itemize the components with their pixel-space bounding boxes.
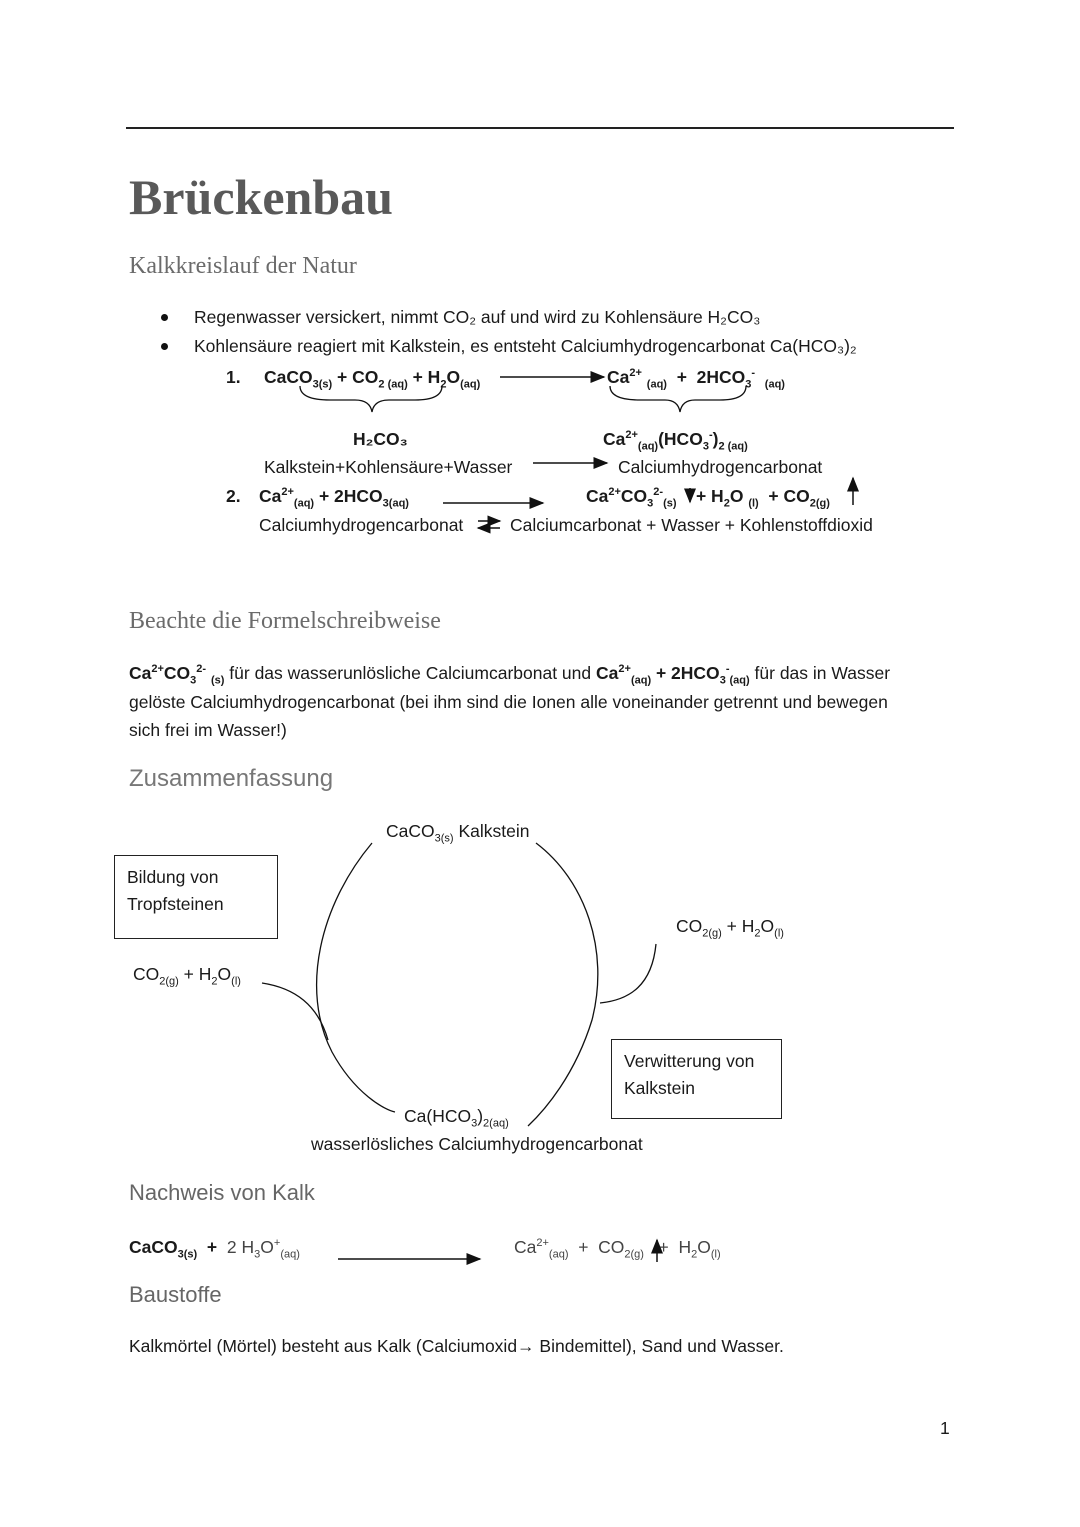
page-title: Brückenbau bbox=[129, 169, 393, 225]
box-line: Tropfsteinen bbox=[127, 894, 224, 914]
formula-note-line-3: sich frei im Wasser!) bbox=[129, 720, 287, 740]
word-equation-2-left: Calciumhydrogencarbonat bbox=[259, 515, 464, 535]
bullet-text: Regenwasser versickert, nimmt CO₂ auf und wird zu Kohlensäure H₂CO₃ bbox=[194, 307, 761, 327]
section-heading-nachweis: Nachweis von Kalk bbox=[129, 1180, 315, 1205]
cycle-right-branch bbox=[600, 944, 656, 1003]
nachweis-products: $Ca^{2+}_{(aq)} + CO_{2(g)} + H_2O_{(l)}$ bbox=[514, 1237, 721, 1261]
ca-hco3-label: $Ca^{2+}_{(aq)}(HCO_3^-)_{2 (aq)}$ bbox=[603, 429, 748, 453]
cycle-top-label: CaCO$_{3(s)}$ Kalkstein bbox=[386, 821, 530, 845]
cycle-bottom-label: wasserlösliches Calciumhydrogencarbonat bbox=[311, 1134, 643, 1154]
baustoffe-text: Kalkmörtel (Mörtel) besteht aus Kalk (Calciumoxid→ Bindemittel), Sand und Wasser. bbox=[129, 1336, 784, 1356]
section-heading-kalkkreislauf: Kalkkreislauf der Natur bbox=[129, 253, 357, 279]
equation-1-reactants: CaCO$_{3(s)}$ + $CO_{2 (aq)} + H_2O_{(aq)}$ bbox=[264, 367, 481, 391]
box-line: Bildung von bbox=[127, 867, 219, 887]
section-heading-formelschreibweise: Beachte die Formelschreibweise bbox=[129, 608, 441, 634]
equation-2-products: $Ca^{2+}CO_3^{2-}_{(s)}$ + $H_2O$ $_{(l)} + CO_{2(g)}$ bbox=[586, 486, 830, 510]
box-line: Verwitterung von bbox=[624, 1051, 755, 1071]
brace-right bbox=[610, 386, 746, 412]
brace-left bbox=[300, 386, 442, 412]
cycle-right-arc bbox=[528, 843, 598, 1126]
formula-note-line-1: $Ca^{2+}CO_3^{2-}$ $_{(s)}$ für das wasserunlösliche Calciumcarbonat und $Ca^{2+}_{(aq)} + 2HCO_3^-_{(aq)}$ für das in Wasser bbox=[129, 663, 891, 687]
equation-number: 1. bbox=[226, 367, 241, 387]
formula-note-line-2: gelöste Calciumhydrogencarbonat (bei ihm sind die Ionen alle voneinander getrennt und bewegen bbox=[129, 692, 888, 712]
cycle-left-arc bbox=[317, 843, 395, 1112]
bullet-text: Kohlensäure reagiert mit Kalkstein, es entsteht Calciumhydrogencarbonat Ca(HCO₃)₂ bbox=[194, 336, 857, 356]
section-heading-zusammenfassung: Zusammenfassung bbox=[129, 765, 334, 792]
equation-1-products: $Ca^{2+}$ $_{(aq)} + 2HCO_3^-$ $_{(aq)}$ bbox=[607, 367, 785, 391]
box-line: Kalkstein bbox=[624, 1078, 696, 1098]
word-equation-left: Kalkstein+Kohlensäure+Wasser bbox=[264, 457, 513, 477]
equation-number: 2. bbox=[226, 486, 241, 506]
word-equation-right: Calciumhydrogencarbonat bbox=[618, 457, 823, 477]
h2co3-label: H₂CO₃ bbox=[353, 429, 408, 449]
word-equation-2-right: Calciumcarbonat + Wasser + Kohlenstoffdioxid bbox=[510, 515, 873, 535]
page-number: 1 bbox=[940, 1418, 950, 1438]
cycle-left-output: $CO_{2(g)} + H_2O_{(l)}$ bbox=[133, 964, 241, 988]
equation-2-reactants: $Ca^{2+}_{(aq)} + 2HCO_{3(aq)}$ bbox=[259, 486, 409, 510]
section-heading-baustoffe: Baustoffe bbox=[129, 1282, 222, 1307]
cycle-bottom-formula: $Ca(HCO_3)_{2(aq)}$ bbox=[404, 1106, 509, 1130]
cycle-right-input: $CO_{2(g)} + H_2O_{(l)}$ bbox=[676, 916, 784, 940]
nachweis-reactants: CaCO$_{3(s)}$ + 2 $H_3O^+_{(aq)}$ bbox=[129, 1237, 300, 1261]
